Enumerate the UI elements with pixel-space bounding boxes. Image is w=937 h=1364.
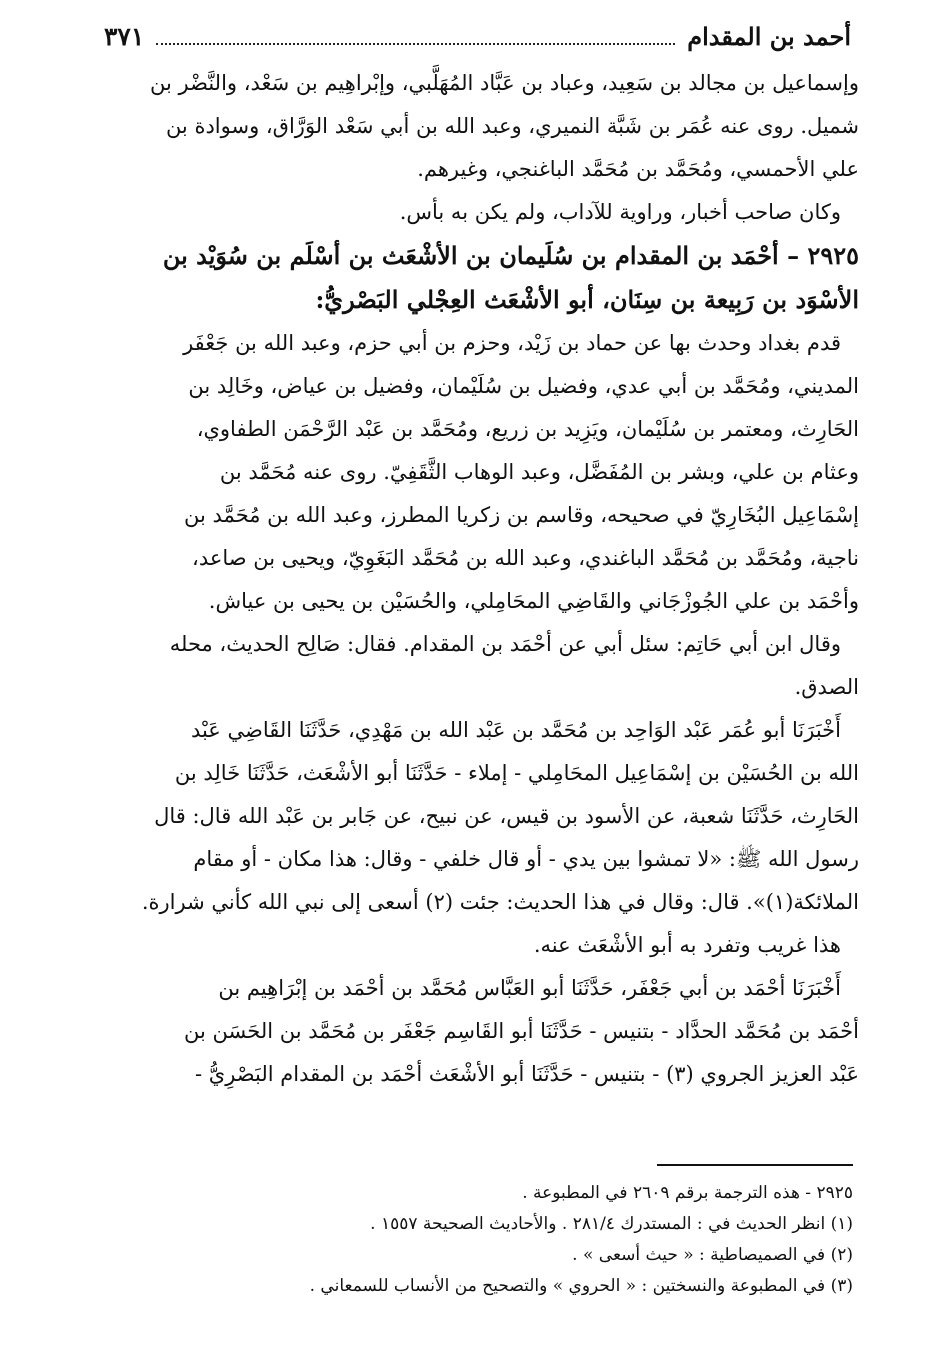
page-number: ٣٧١	[104, 21, 145, 51]
text-line: الملائكة(١)». قال: وقال في هذا الحديث: جئت (٢) أسعى إلى نبي الله كأني شرارة.	[141, 890, 859, 914]
text-line: أحْمَد بن مُحَمَّد الحدَّاد - بتنيس - حَدَّثَنَا أبو القَاسِم جَعْفَر بن مُحَمَّد بن الحَسَن بن	[184, 1019, 859, 1043]
footnote-separator	[657, 1164, 853, 1166]
text-line: رسول الله ﷺ: «لا تمشوا بين يدي - أو قال خلفي - وقال: هذا مكان - أو مقام	[193, 847, 859, 871]
entry-heading-line: ٢٩٢٥ – أحْمَد بن المقدام بن سُلَيمان بن الأشْعَث بن أسْلَم بن سُوَيْد بن	[162, 241, 859, 270]
text-line: أَخْبَرَنَا أبو عُمَر عَبْد الوَاحِد بن مُحَمَّد بن عَبْد الله بن مَهْدِي، حَدَّثَنَا القَاضِي عَبْد	[190, 718, 841, 742]
text-line: الحَارِث، ومعتمر بن سُلَيْمان، ويَزِيد بن زريع، ومُحَمَّد بن عَبْد الرَّحْمَن الطفاوي،	[196, 417, 859, 441]
footnotes	[100, 1178, 853, 1302]
text-line: وكان صاحب أخبار، وراوية للآداب، ولم يكن به بأس.	[399, 200, 841, 224]
footnote: (٢) في الصميصاطية : « حيث أسعى » .	[572, 1245, 853, 1265]
footnote: (١) انظر الحديث في : المستدرك ٢٨١/٤ . والأحاديث الصحيحة ١٥٥٧ .	[370, 1214, 853, 1234]
text-line: الصدق.	[794, 675, 859, 699]
entry-heading-line: الأسْوَد بن رَبِيعة بن سِنَان، أبو الأشْعَث العِجْلي البَصْريُّ:	[315, 285, 859, 314]
text-line: هذا غريب وتفرد به أبو الأشْعَث عنه.	[533, 933, 841, 957]
text-line: الحَارِث، حَدَّثَنَا شعبة، عن الأسود بن قيس، عن نبيح، عن جَابر بن عَبْد الله قال: قال	[154, 804, 859, 828]
text-line: أَخْبَرَنَا أحْمَد بن أبي جَعْفَر، حَدَّثَنَا أبو العَبَّاس مُحَمَّد بن أحْمَد بن إبْرَاهِيم بن	[218, 976, 841, 1000]
text-line: عَبْد العزيز الجروي (٣) - بتنيس - حَدَّثَنَا أبو الأشْعَث أحْمَد بن المقدام البَصْرِيُّ -	[194, 1062, 859, 1086]
footnote: ٢٩٢٥ - هذه الترجمة برقم ٢٦٠٩ في المطبوعة .	[522, 1183, 853, 1203]
text-line: وإسماعيل بن مجالد بن سَعِيد، وعباد بن عَبَّاد المُهَلَّبي، وإبْراهِيم بن سَعْد، والنَّضْر بن	[150, 71, 859, 95]
text-line: الله بن الحُسَيْن بن إسْمَاعِيل المحَامِلي - إملاء - حَدَّثَنَا أبو الأشْعَث، حَدَّثَنَا خَالِد بن	[174, 761, 859, 785]
text-line: ناجية، ومُحَمَّد بن مُحَمَّد الباغندي، وعبد الله بن مُحَمَّد البَغَوِيّ، ويحيى بن صاعد،	[192, 546, 859, 570]
main-text	[100, 62, 859, 1096]
footnote: (٣) في المطبوعة والنسختين : « الحروي » والتصحيح من الأنساب للسمعاني .	[309, 1276, 853, 1296]
page-header	[104, 16, 851, 56]
text-line: علي الأحمسي، ومُحَمَّد بن مُحَمَّد الباغنجي، وغيرهم.	[417, 157, 859, 181]
header-dotted-leader	[156, 43, 675, 45]
text-line: وأحْمَد بن علي الجُوزْجَاني والقَاضِي المحَامِلي، والحُسَيْن بن يحيى بن عياش.	[208, 589, 859, 613]
text-line: وقال ابن أبي حَاتِم: سئل أبي عن أحْمَد بن المقدام. فقال: صَالِح الحديث، محله	[169, 632, 841, 656]
text-line: إسْمَاعِيل البُخَارِيّ في صحيحه، وقاسم بن زكريا المطرز، وعبد الله بن مُحَمَّد بن	[184, 503, 859, 527]
running-head: أحمد بن المقدام	[687, 21, 851, 51]
text-line: شميل. روى عنه عُمَر بن شَبَّة النميري، وعبد الله بن أبي سَعْد الوَرَّاق، وسوادة بن	[165, 114, 859, 138]
text-line: قدم بغداد وحدث بها عن حماد بن زَيْد، وحزم بن أبي حزم، وعبد الله بن جَعْفَر	[183, 331, 841, 355]
text-line: وعثام بن علي، وبشر بن المُفَضَّل، وعبد الوهاب الثَّقَفِيّ. روى عنه مُحَمَّد بن	[219, 460, 859, 484]
text-line: المديني، ومُحَمَّد بن أبي عدي، وفضيل بن سُلَيْمان، وفضيل بن عياض، وخَالِد بن	[188, 374, 859, 398]
